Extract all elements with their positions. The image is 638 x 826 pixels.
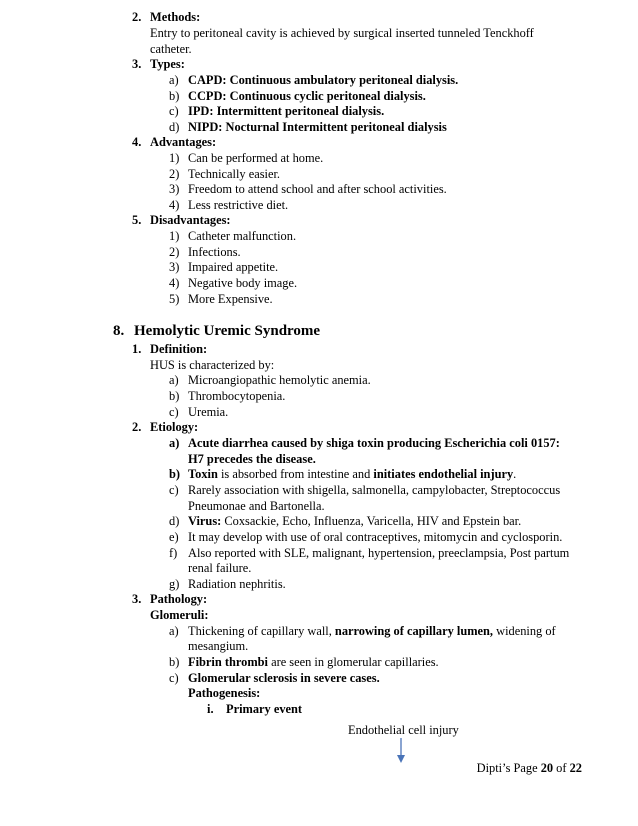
etiology-item-c-line1: Rarely association with shigella, salmonella, campylobacter, Streptococcus: [188, 483, 561, 497]
disadvantages-item-marker: 5): [169, 292, 180, 306]
pathology-subheading: Glomeruli:: [150, 608, 209, 622]
advantages-item-marker: 1): [169, 151, 180, 165]
definition-intro: HUS is characterized by:: [150, 358, 275, 372]
section-title: Hemolytic Uremic Syndrome: [134, 323, 321, 339]
pathology-item-a-pre: Thickening of capillary wall,: [188, 624, 335, 638]
disadvantages-heading: Disadvantages:: [150, 213, 231, 227]
advantages-item: Less restrictive diet.: [188, 198, 289, 212]
pathogenesis-primary-event: Primary event: [226, 702, 303, 716]
definition-item-marker: a): [169, 373, 179, 387]
types-item-nipd: NIPD: Nocturnal Intermittent peritoneal dialysis: [188, 120, 447, 134]
types-item-ccpd: CCPD: Continuous cyclic peritoneal dialysis.: [188, 89, 426, 103]
types-item-ipd: IPD: Intermittent peritoneal dialysis.: [188, 104, 385, 118]
pathology-item-a-line2: mesangium.: [188, 639, 249, 653]
disadvantages-item: Catheter malfunction.: [188, 229, 297, 243]
types-item-capd: CAPD: Continuous ambulatory peritoneal dialysis.: [188, 73, 459, 87]
definition-item-marker: c): [169, 405, 179, 419]
etiology-item-marker: d): [169, 514, 180, 528]
pathology-item-c: Glomerular sclerosis in severe cases.: [188, 671, 380, 685]
methods-heading: Methods:: [150, 10, 201, 24]
types-item-marker: a): [169, 73, 179, 87]
disadvantages-item: Impaired appetite.: [188, 260, 279, 274]
methods-text-line2: catheter.: [150, 42, 192, 56]
etiology-heading: Etiology:: [150, 420, 199, 434]
pathogenesis-item-marker: i.: [207, 702, 214, 716]
etiology-item-a-line2: H7 precedes the disease.: [188, 452, 316, 466]
definition-item-marker: b): [169, 389, 180, 403]
etiology-item-b: [188, 467, 516, 483]
disadvantages-item-marker: 2): [169, 245, 180, 259]
footer-prefix: Dipti’s Page: [476, 761, 541, 775]
pathology-item-a-line1: [188, 624, 556, 640]
advantages-heading: Advantages:: [150, 135, 217, 149]
types-number: 3.: [132, 57, 142, 71]
etiology-item-marker: e): [169, 530, 179, 544]
etiology-item-f-line2: renal failure.: [188, 561, 252, 575]
page-footer: [477, 761, 582, 777]
advantages-item: Technically easier.: [188, 167, 281, 181]
definition-item: Uremia.: [188, 405, 229, 419]
definition-item: Microangiopathic hemolytic anemia.: [188, 373, 371, 387]
etiology-number: 2.: [132, 420, 142, 434]
etiology-item-d-bold: Virus:: [188, 514, 222, 528]
pathology-item-b-bold: Fibrin thrombi: [188, 655, 268, 669]
etiology-item-marker: c): [169, 483, 179, 497]
disadvantages-item-marker: 3): [169, 260, 180, 274]
pathology-item-b: [188, 655, 439, 671]
etiology-item-f-line1: Also reported with SLE, malignant, hypertension, preeclampsia, Post partum: [188, 546, 570, 560]
etiology-item-marker: f): [169, 546, 178, 560]
disadvantages-item-marker: 4): [169, 276, 180, 290]
types-item-marker: d): [169, 120, 180, 134]
etiology-item-e: It may develop with use of oral contraceptives, mitomycin and cyclosporin.: [188, 530, 563, 544]
methods-number: 2.: [132, 10, 142, 24]
disadvantages-item: Infections.: [188, 245, 241, 259]
pathology-item-marker: a): [169, 624, 179, 638]
etiology-item-g: Radiation nephritis.: [188, 577, 286, 591]
etiology-item-c-line2: Pneumonae and Bartonella.: [188, 499, 325, 513]
etiology-item-b-end: .: [513, 467, 517, 481]
advantages-item-marker: 2): [169, 167, 180, 181]
etiology-item-b-mid: is absorbed from intestine and: [217, 467, 374, 481]
types-item-marker: b): [169, 89, 180, 103]
advantages-item: Freedom to attend school and after school activities.: [188, 182, 447, 196]
pathology-number: 3.: [132, 592, 142, 606]
footer-page-total: 22: [569, 761, 582, 775]
disadvantages-item: More Expensive.: [188, 292, 273, 306]
definition-number: 1.: [132, 342, 142, 356]
etiology-item-marker: g): [169, 577, 180, 591]
pathology-item-b-rest: are seen in glomerular capillaries.: [267, 655, 439, 669]
disadvantages-item-marker: 1): [169, 229, 180, 243]
advantages-item-marker: 3): [169, 182, 180, 196]
disadvantages-number: 5.: [132, 213, 142, 227]
advantages-item: Can be performed at home.: [188, 151, 324, 165]
advantages-item-marker: 4): [169, 198, 180, 212]
methods-text-line1: Entry to peritoneal cavity is achieved by surgical inserted tunneled Tenckhoff: [150, 26, 534, 40]
footer-page-number: 20: [540, 761, 554, 775]
section-number: 8.: [113, 323, 125, 339]
pathology-item-marker: c): [169, 671, 179, 685]
etiology-item-marker: a): [169, 436, 180, 450]
pathology-item-a-bold: narrowing of capillary lumen,: [334, 624, 494, 638]
types-item-marker: c): [169, 104, 179, 118]
pathology-item-a-post: widening of: [493, 624, 556, 638]
etiology-item-marker: b): [169, 467, 181, 481]
pathogenesis-heading: Pathogenesis:: [188, 686, 261, 700]
pathology-heading: Pathology:: [150, 592, 208, 606]
disadvantages-item: Negative body image.: [188, 276, 298, 290]
definition-heading: Definition:: [150, 342, 208, 356]
advantages-number: 4.: [132, 135, 142, 149]
flow-endothelial-cell-injury: Endothelial cell injury: [348, 723, 459, 737]
down-arrow-icon: [396, 738, 406, 764]
etiology-item-b-bold1: Toxin: [188, 467, 218, 481]
etiology-item-d: [188, 514, 521, 530]
etiology-item-d-rest: Coxsackie, Echo, Influenza, Varicella, HIV and Epstein bar.: [221, 514, 522, 528]
definition-item: Thrombocytopenia.: [188, 389, 286, 403]
types-heading: Types:: [150, 57, 185, 71]
etiology-item-a-line1: Acute diarrhea caused by shiga toxin producing Escherichia coli 0157:: [188, 436, 560, 450]
footer-of: of: [553, 761, 570, 775]
etiology-item-b-bold2: initiates endothelial injury: [373, 467, 514, 481]
pathology-item-marker: b): [169, 655, 180, 669]
